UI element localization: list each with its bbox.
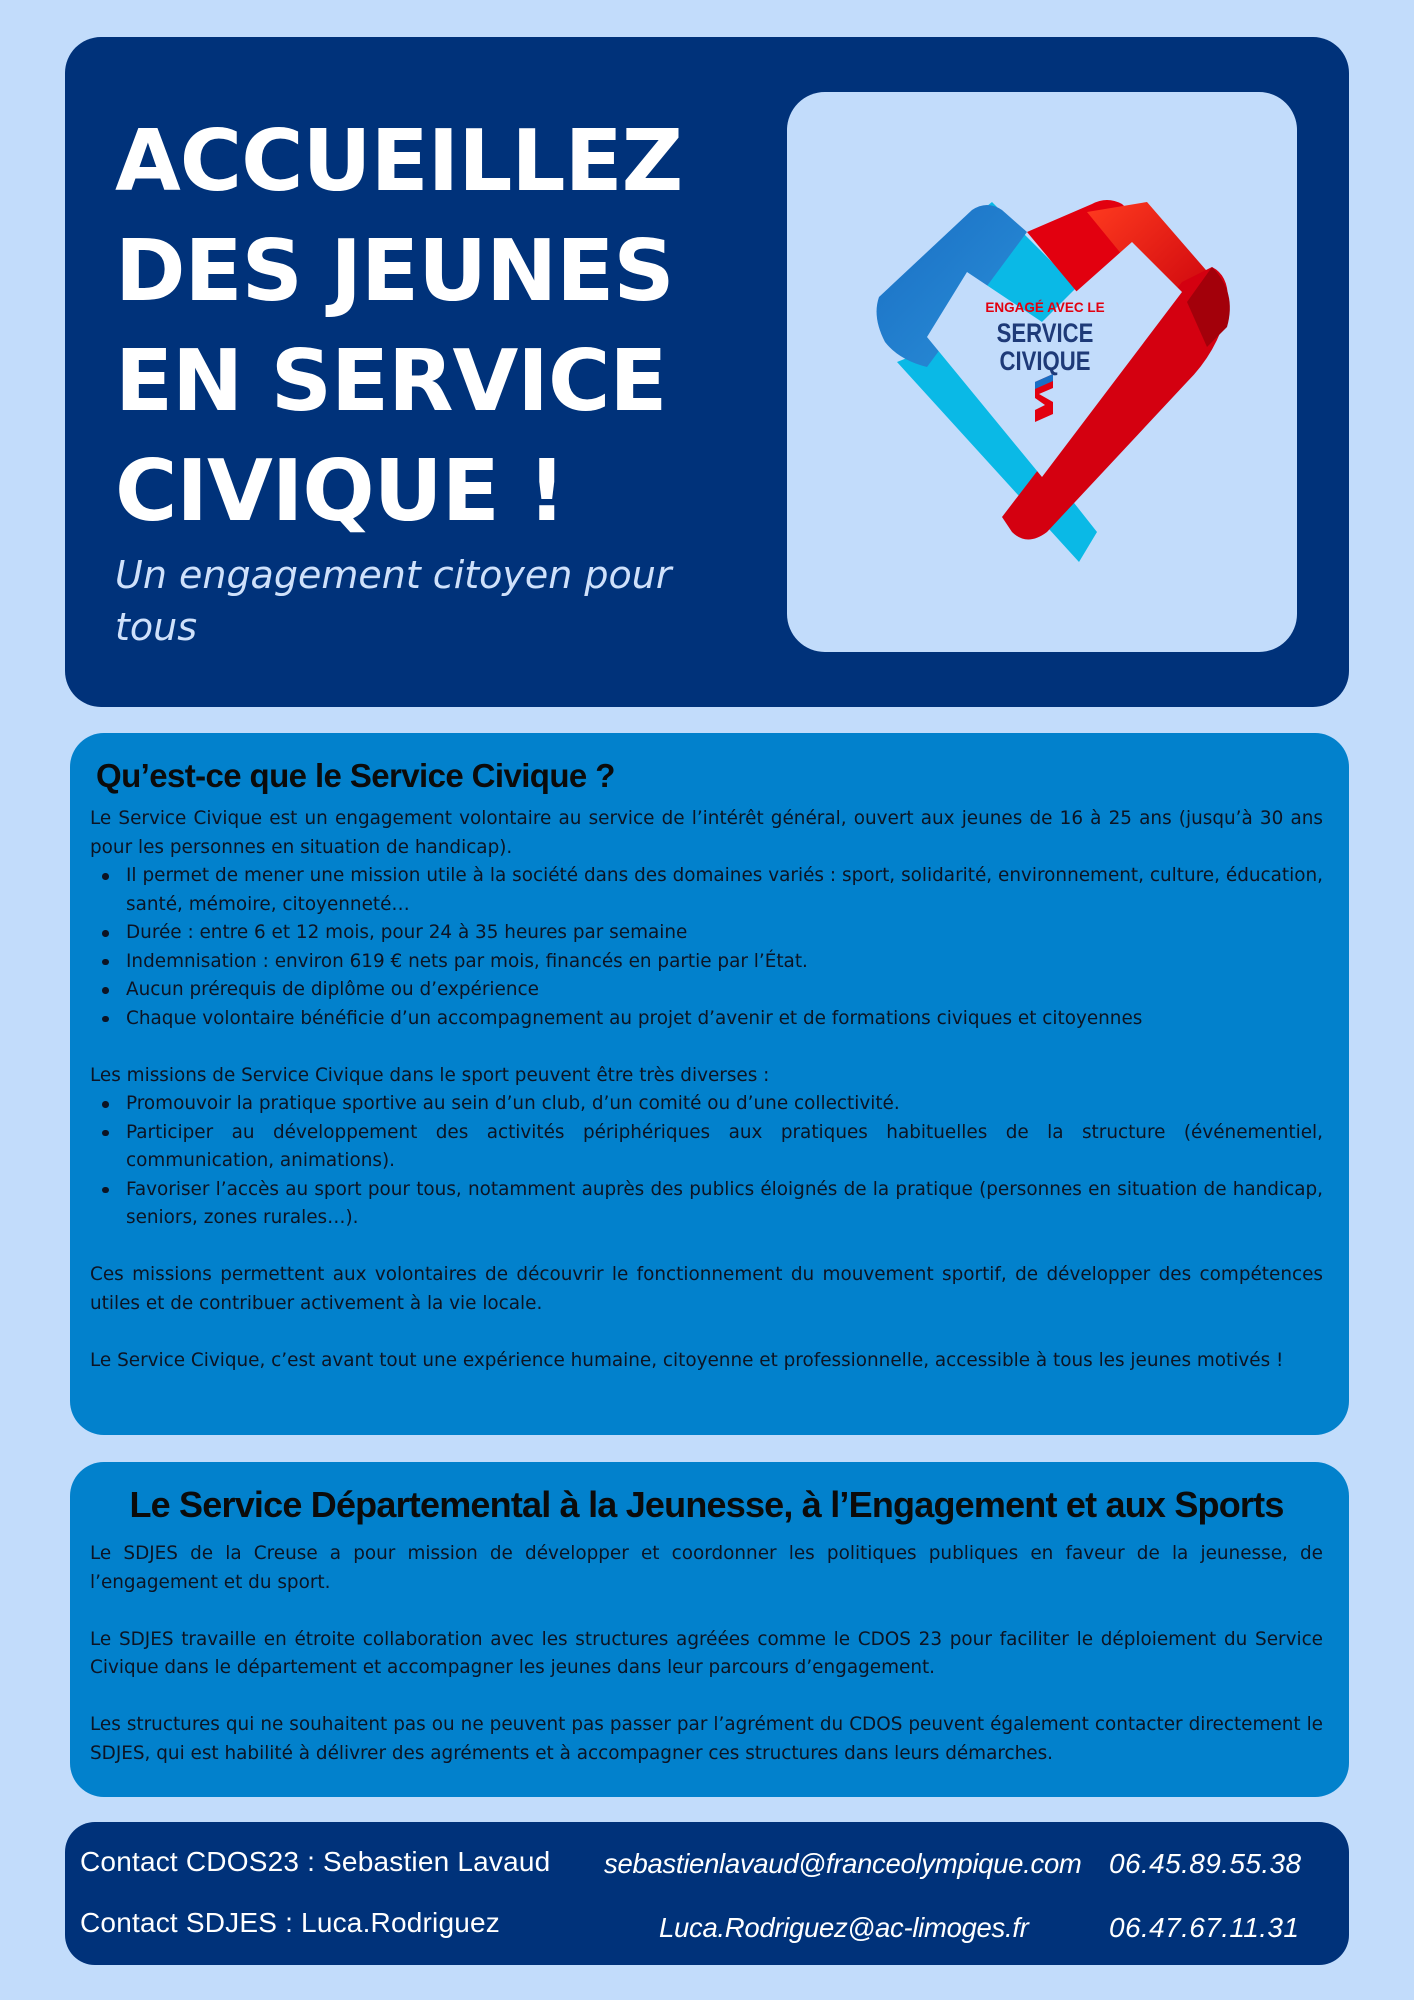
hero-title-line: ACCUEILLEZ [115,112,683,211]
section-title: Qu’est-ce que le Service Civique ? [96,757,615,794]
contact-sdjes-phone[interactable]: 06.47.67.11.31 [1109,1912,1300,1943]
logo-text-service: SERVICE [996,319,1094,349]
service-civique-logo [787,92,1297,652]
hero-banner [65,37,1349,707]
intro-paragraph: Le Service Civique est un engagement volontaire au service de l’intérêt général, ouvert aux jeunes de 16 à 25 ans (jusqu’à 30 ans pour les personnes en situation de handicap). [90,808,1323,858]
contact-cdos-label: Contact CDOS23 : Sebastien Lavaud [80,1846,551,1877]
missions-intro: Les missions de Service Civique dans le sport peuvent être très diverses : [90,1064,770,1086]
hero-subtitle: Un engagement citoyen pour tous [115,553,672,649]
contact-cdos-email[interactable]: sebastienlavaud@franceolympique.com [604,1848,1082,1879]
body-paragraph: Les structures qui ne souhaitent pas ou ne peuvent pas passer par l’agrément du CDOS peuvent également contacter directement le SDJES, qui est habilité à délivrer des agréments et à accompagner ces structures dans leurs démarches. [90,1714,1323,1764]
list-item: Participer au développement des activités périphériques aux pratiques habituelles de la structure (événementiel, communication, animations). [90,1119,1323,1176]
contact-sdjes-email[interactable]: Luca.Rodriguez@ac-limoges.fr [659,1912,1029,1943]
hero-title-line: CIVIQUE ! [115,442,566,541]
list-item: Aucun prérequis de diplôme ou d’expérience [90,976,1323,1005]
contact-banner [65,1822,1349,1965]
features-list [90,862,1323,1033]
hero-title [115,107,755,547]
body-paragraph: Ces missions permettent aux volontaires de découvrir le fonctionnement du mouvement sportif, de développer des compétences utiles et de contribuer activement à la vie locale. [90,1264,1323,1314]
section-title: Le Service Départemental à la Jeunesse, à l’Engagement et aux Sports [129,1484,1284,1525]
contact-cdos-phone[interactable]: 06.45.89.55.38 [1109,1848,1302,1879]
logo-panel [787,92,1297,652]
list-item: Il permet de mener une mission utile à la société dans des domaines variés : sport, solidarité, environnement, culture, éducation, santé, mémoire, citoyenneté… [90,862,1323,919]
service-civique-section [70,733,1349,1435]
hero-title-line: DES JEUNES [115,222,674,321]
logo-text-civique: CIVIQUE [999,347,1091,377]
list-item: Favoriser l’accès au sport pour tous, notamment auprès des publics éloignés de la pratique (personnes en situation de handicap, seniors, zones rurales…). [90,1176,1323,1233]
body-paragraph: Le Service Civique, c’est avant tout une expérience humaine, citoyenne et professionnelle, accessible à tous les jeunes motivés ! [90,1349,1284,1371]
hero-title-line: EN SERVICE [115,332,667,431]
body-paragraph: Le SDJES travaille en étroite collaboration avec les structures agréées comme le CDOS 23 pour faciliter le déploiement du Service Civique dans le département et accompagner les jeunes dans leur parcours d’engagement. [90,1628,1323,1678]
sdjes-section [70,1462,1349,1797]
list-item: Durée : entre 6 et 12 mois, pour 24 à 35 heures par semaine [90,919,1323,948]
logo-text-engage: ENGAGÉ AVEC LE [985,300,1105,315]
list-item: Indemnisation : environ 619 € nets par mois, financés en partie par l’État. [90,948,1323,977]
body-paragraph: Le SDJES de la Creuse a pour mission de développer et coordonner les politiques publiques en faveur de la jeunesse, de l’engagement et du sport. [90,1543,1323,1593]
list-item: Promouvoir la pratique sportive au sein d’un club, d’un comité ou d’une collectivité. [90,1090,1323,1119]
list-item: Chaque volontaire bénéficie d’un accompagnement au projet d’avenir et de formations civiques et citoyennes [90,1005,1323,1034]
missions-list [90,1090,1323,1233]
contact-sdjes-label: Contact SDJES : Luca.Rodriguez [80,1907,500,1938]
